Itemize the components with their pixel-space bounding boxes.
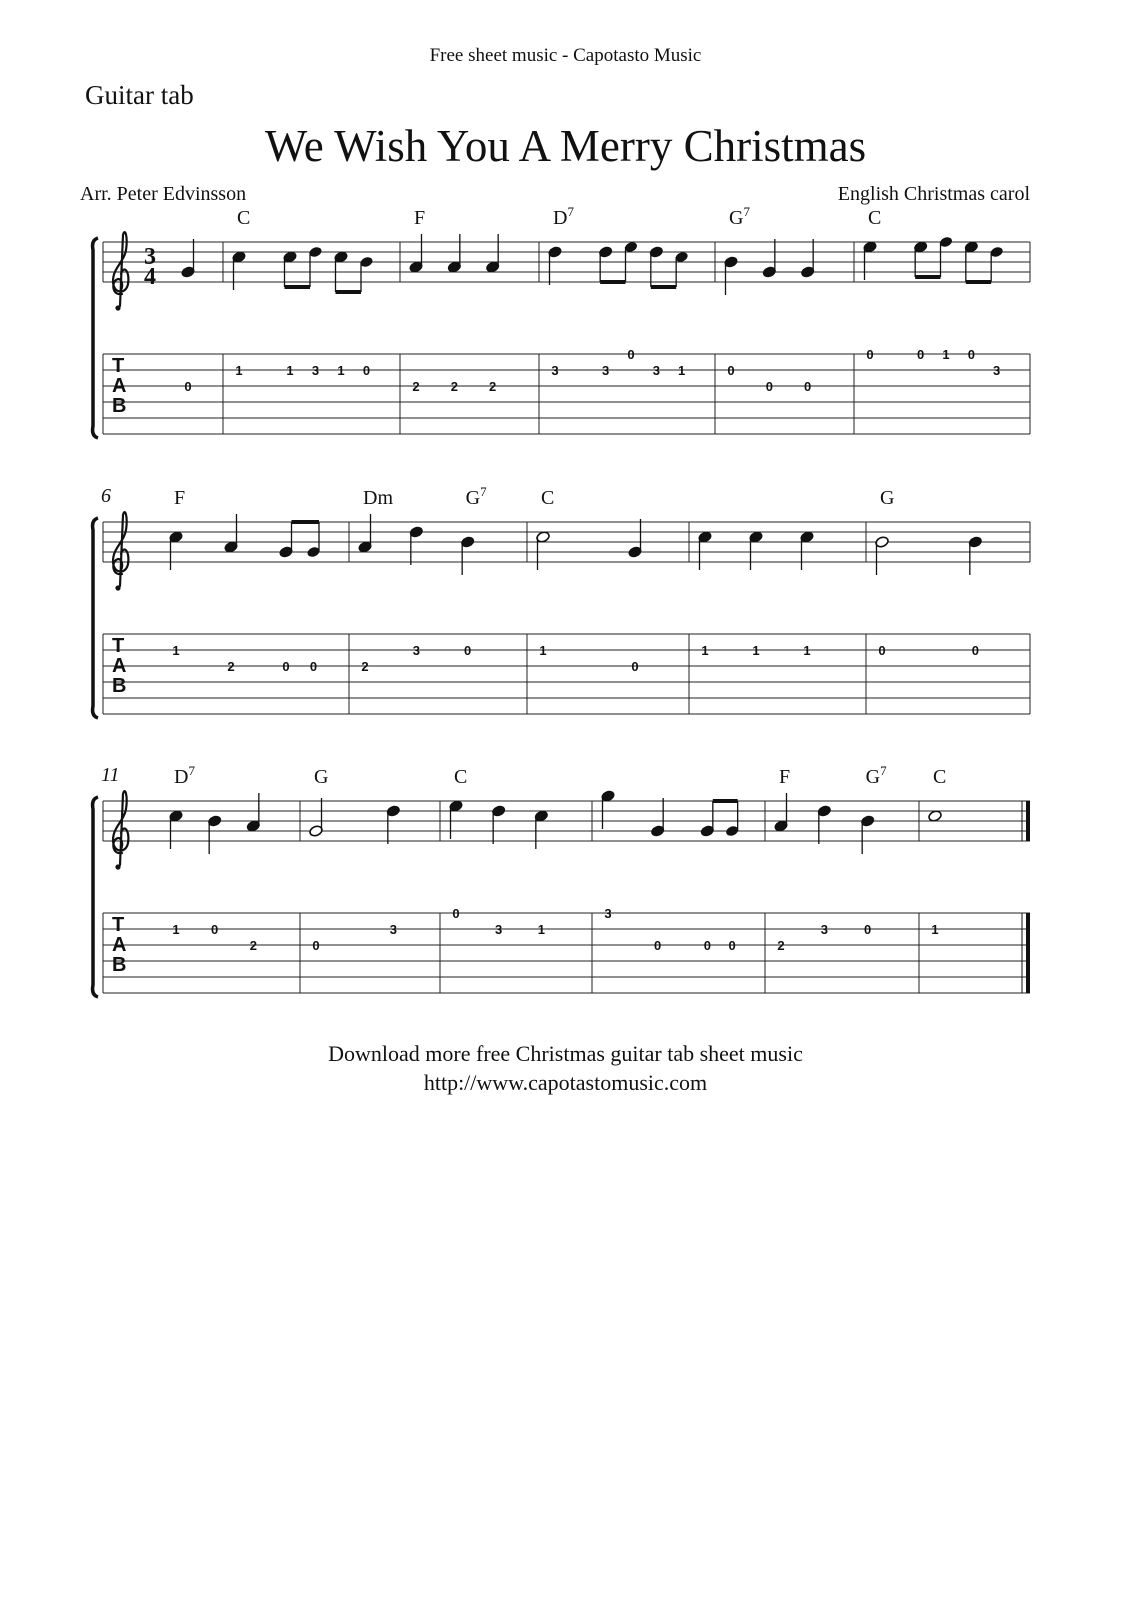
arranger-credit: Arr. Peter Edvinsson — [80, 183, 247, 205]
chord-symbol: G — [314, 766, 329, 788]
tab-fret-number: 0 — [464, 643, 472, 658]
time-signature-beats: 3 — [144, 244, 156, 270]
tab-fret-number: 0 — [654, 938, 662, 953]
chord-symbol: G — [880, 487, 895, 509]
tab-fret-number: 2 — [361, 659, 369, 674]
tab-fret-number: 1 — [172, 922, 180, 937]
system-bracket — [93, 797, 98, 997]
treble-clef — [113, 512, 128, 586]
tab-fret-number: 0 — [967, 347, 975, 362]
tab-fret-number: 1 — [701, 643, 709, 658]
tab-fret-number: 3 — [412, 643, 420, 658]
tab-fret-number: 2 — [412, 379, 420, 394]
treble-clef-tail — [115, 305, 120, 310]
tab-fret-number: 0 — [282, 659, 290, 674]
website-link[interactable]: http://www.capotastomusic.com — [423, 1070, 708, 1095]
tab-fret-number: 0 — [362, 363, 371, 378]
tab-clef-letter: T — [112, 635, 125, 657]
tab-fret-number: 3 — [993, 363, 1001, 378]
tab-fret-number: 1 — [752, 643, 760, 658]
tab-fret-number: 2 — [489, 379, 497, 394]
chord-superscript: 7 — [743, 204, 750, 219]
tab-fret-number: 1 — [678, 363, 686, 378]
tab-fret-number: 1 — [235, 363, 243, 378]
chord-symbol: $D^7$ — [174, 763, 195, 788]
tab-fret-number: 3 — [820, 922, 828, 937]
system-2 — [93, 484, 1030, 718]
tab-fret-number: 0 — [309, 659, 318, 674]
chord-symbol: $G^7$ — [865, 763, 887, 788]
chord-symbol: $D^7$ — [553, 204, 574, 229]
tab-clef-letter: A — [112, 655, 127, 677]
tab-fret-number: 0 — [878, 643, 886, 658]
tab-fret-number: 3 — [311, 363, 320, 378]
tab-fret-number: 1 — [537, 922, 545, 937]
tab-fret-number: 0 — [917, 347, 925, 362]
chord-superscript: 7 — [880, 763, 887, 778]
tab-clef-letter: A — [112, 375, 127, 397]
half-note-head — [928, 810, 943, 823]
chord-symbol: C — [933, 766, 947, 788]
tab-fret-number: 3 — [602, 363, 610, 378]
treble-clef — [113, 791, 128, 865]
tab-fret-number: 0 — [184, 379, 192, 394]
chord-symbol: C — [237, 207, 251, 229]
tab-fret-number: 0 — [312, 938, 320, 953]
tab-fret-number: 3 — [551, 363, 559, 378]
tab-fret-number: 0 — [452, 906, 460, 921]
tab-fret-number: 0 — [627, 347, 635, 362]
tab-fret-number: 0 — [866, 347, 874, 362]
tab-fret-number: 0 — [728, 938, 736, 953]
tab-fret-number: 0 — [804, 379, 812, 394]
measure-number: 11 — [101, 764, 120, 786]
tab-fret-number: 2 — [227, 659, 235, 674]
chord-symbol: F — [414, 207, 426, 229]
tab-fret-number: 3 — [389, 922, 397, 937]
tab-fret-number: 2 — [249, 938, 257, 953]
tab-fret-number: 0 — [971, 643, 979, 658]
tab-fret-number: 0 — [864, 922, 872, 937]
system-bracket — [93, 518, 98, 718]
tab-fret-number: 1 — [337, 363, 345, 378]
chord-symbol: F — [779, 766, 791, 788]
tab-fret-number: 0 — [765, 379, 773, 394]
download-note: Download more free Christmas guitar tab sheet music — [328, 1041, 803, 1066]
system-3 — [93, 763, 1030, 997]
tab-clef-letter: B — [112, 954, 127, 976]
song-origin: English Christmas carol — [837, 183, 1030, 205]
chord-superscript: 7 — [567, 204, 574, 219]
sheet-kind-label: Guitar tab — [85, 80, 194, 110]
tab-fret-number: 2 — [777, 938, 785, 953]
treble-clef-tail — [115, 864, 120, 869]
tab-fret-number: 2 — [450, 379, 458, 394]
chord-symbol: F — [174, 487, 186, 509]
chord-superscript: 7 — [188, 763, 195, 778]
tab-fret-number: 1 — [803, 643, 811, 658]
tab-fret-number: 1 — [539, 643, 547, 658]
chord-symbol: Dm — [363, 487, 393, 509]
chord-symbol: $G^7$ — [465, 484, 487, 509]
chord-symbol: $G^7$ — [729, 204, 750, 229]
tab-fret-number: 1 — [942, 347, 950, 362]
chord-symbol: C — [868, 207, 882, 229]
chord-symbol: C — [541, 487, 555, 509]
source-header: Free sheet music - Capotasto Music — [429, 45, 702, 66]
song-title: We Wish You A Merry Christmas — [264, 121, 867, 171]
tab-clef-letter: B — [112, 395, 127, 417]
tab-fret-number: 1 — [286, 363, 294, 378]
tab-fret-number: 1 — [172, 643, 180, 658]
tab-clef-letter: T — [112, 914, 125, 936]
tab-fret-number: 0 — [631, 659, 639, 674]
tab-clef-letter: A — [112, 934, 127, 956]
tab-fret-number: 0 — [703, 938, 711, 953]
tab-clef-letter: B — [112, 675, 127, 697]
chord-symbol: C — [454, 766, 468, 788]
system-bracket — [93, 238, 98, 438]
chord-superscript: 7 — [480, 484, 487, 499]
system-1 — [93, 204, 1030, 438]
tab-fret-number: 3 — [652, 363, 660, 378]
treble-clef — [113, 232, 128, 306]
treble-clef-tail — [115, 585, 120, 590]
tab-clef-letter: T — [112, 355, 125, 377]
tab-fret-number: 0 — [211, 922, 219, 937]
tab-fret-number: 0 — [727, 363, 735, 378]
tab-fret-number: 3 — [495, 922, 503, 937]
tab-fret-number: 1 — [931, 922, 939, 937]
measure-number: 6 — [101, 485, 111, 507]
tab-fret-number: 3 — [604, 906, 612, 921]
time-signature-unit: 4 — [144, 264, 156, 290]
